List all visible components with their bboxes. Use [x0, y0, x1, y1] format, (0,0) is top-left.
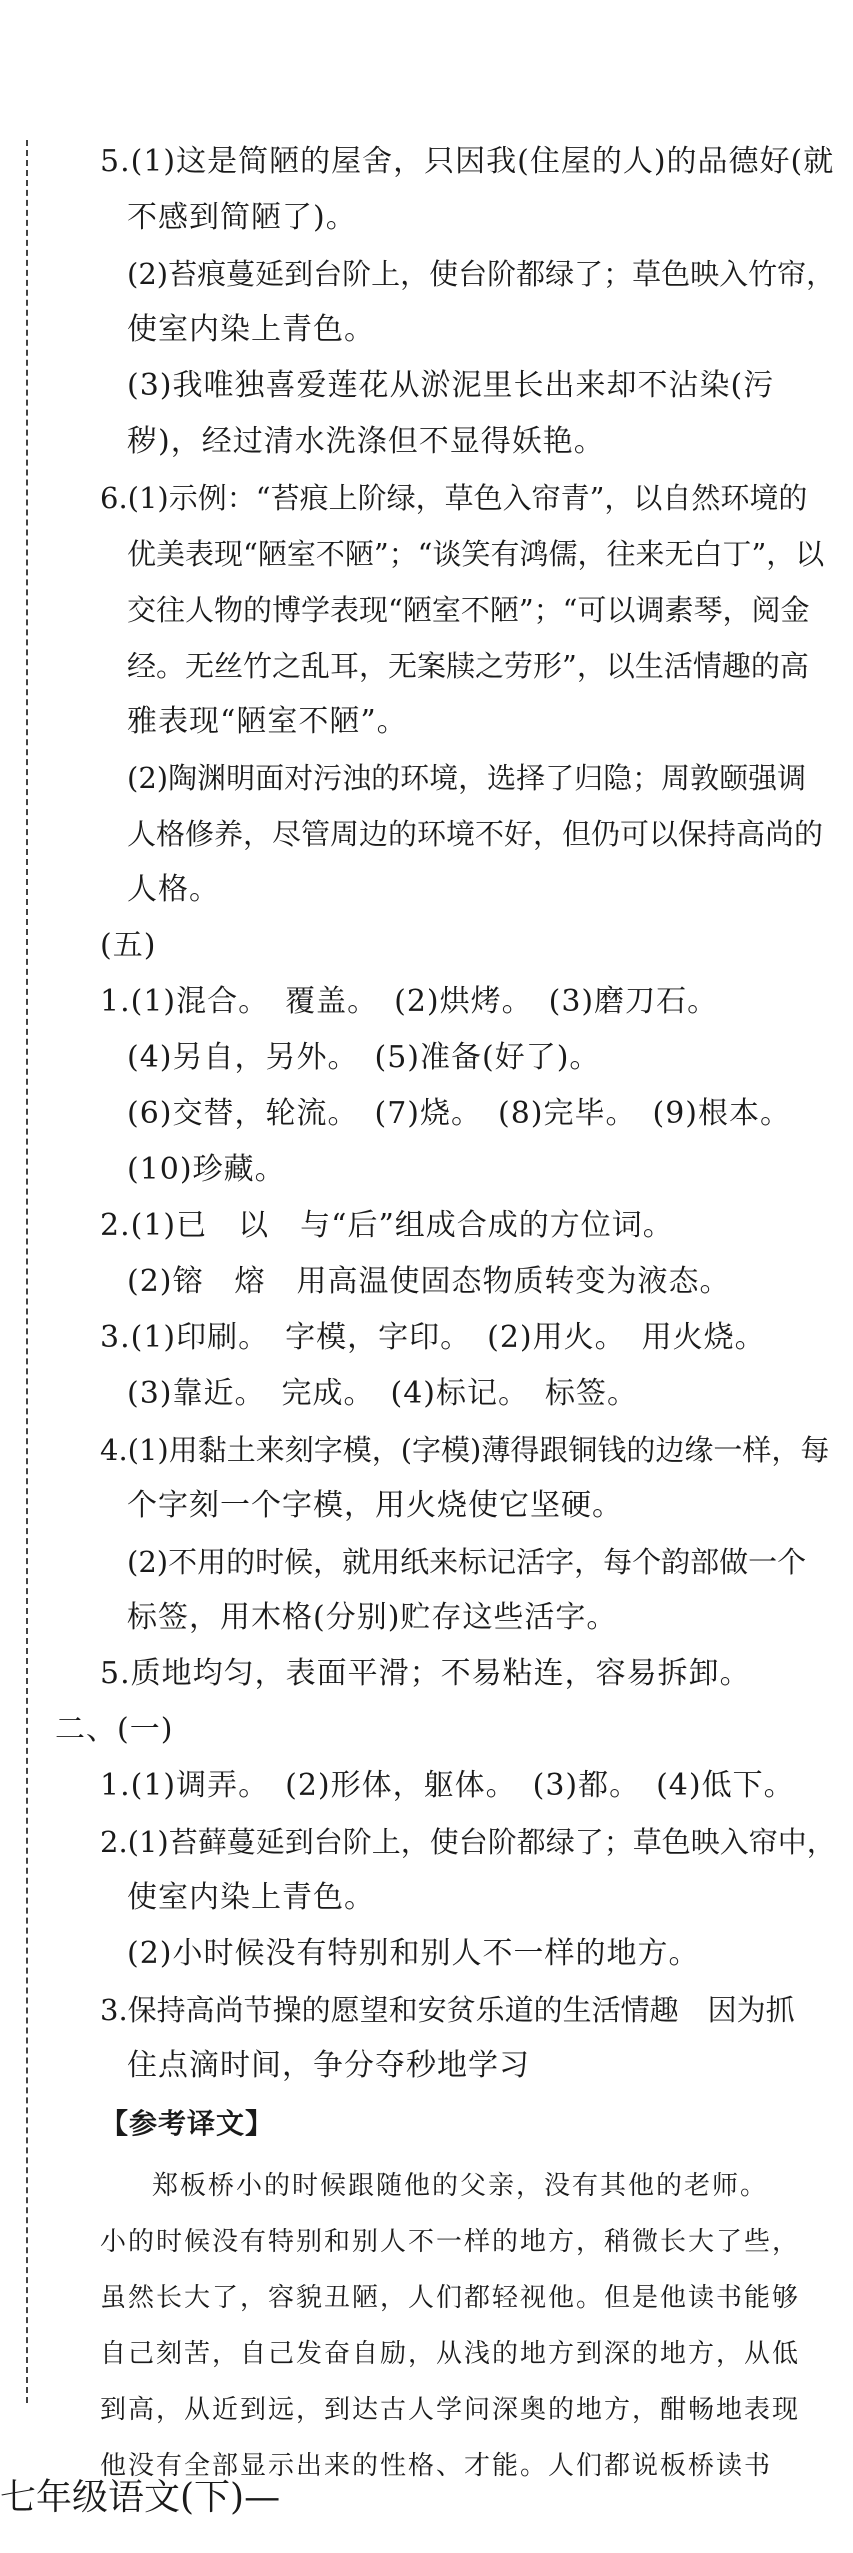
- text-line: 3.(1)印刷。 字模，字印。 (2)用火。 用火烧。: [100, 1320, 766, 1355]
- text-line: (10)珍藏。: [127, 1152, 286, 1187]
- text-line: 2.(1)苔藓蔓延到台阶上，使台阶都绿了；草色映入帘中，: [100, 1825, 836, 1859]
- section-heading: 二、(一): [55, 1712, 174, 1747]
- binding-dashed-rule: [26, 140, 28, 2403]
- text-line: 使室内染上青色。: [127, 312, 375, 347]
- text-line: 1.(1)调弄。 (2)形体，躯体。 (3)都。 (4)低下。: [100, 1768, 795, 1803]
- text-line: 5.(1)这是简陋的屋舍，只因我(住屋的人)的品德好(就: [100, 144, 835, 179]
- text-line: 人格。: [127, 872, 220, 907]
- text-line: 4.(1)用黏土来刻字模，(字模)薄得跟铜钱的边缘一样，每: [100, 1433, 830, 1467]
- text-line: 个字刻一个字模，用火烧使它坚硬。: [127, 1488, 623, 1523]
- translation-line: 到高，从近到远，到达古人学问深奥的地方，酣畅地表现: [100, 2395, 801, 2425]
- text-line: 2.(1)已 以 与“后”组成合成的方位词。: [100, 1208, 674, 1243]
- text-line: 雅表现“陋室不陋”。: [127, 704, 408, 739]
- text-line: 使室内染上青色。: [127, 1880, 375, 1915]
- text-line: (3)我唯独喜爱莲花从淤泥里长出来却不沾染(污: [127, 368, 775, 403]
- page-footer: 七年级语文(下)—: [0, 2477, 281, 2518]
- text-line: 1.(1)混合。 覆盖。 (2)烘烤。 (3)磨刀石。: [100, 984, 719, 1019]
- translation-line: 他没有全部显示出来的性格、才能。人们都说板桥读书: [100, 2451, 773, 2481]
- section-heading: (五): [100, 928, 157, 963]
- text-line: (2)陶渊明面对污浊的环境，选择了归隐；周敦颐强调: [127, 761, 807, 795]
- text-line: (4)另自，另外。 (5)准备(好了)。: [127, 1040, 601, 1075]
- text-line: 经。无丝竹之乱耳，无案牍之劳形”，以生活情趣的高: [127, 649, 809, 683]
- text-line: 优美表现“陋室不陋”；“谈笑有鸿儒，往来无白丁”，以: [127, 537, 825, 571]
- text-line: 标签，用木格(分别)贮存这些活字。: [127, 1600, 618, 1635]
- text-line: 秽)，经过清水洗涤但不显得妖艳。: [127, 424, 605, 459]
- text-line: 5.质地均匀，表面平滑；不易粘连，容易拆卸。: [100, 1656, 751, 1691]
- text-line: (2)镕 熔 用高温使固态物质转变为液态。: [127, 1264, 731, 1299]
- text-line: (6)交替，轮流。 (7)烧。 (8)完毕。 (9)根本。: [127, 1096, 791, 1131]
- text-line: (2)小时候没有特别和别人不一样的地方。: [127, 1936, 700, 1971]
- translation-line: 郑板桥小的时候跟随他的父亲，没有其他的老师。: [152, 2171, 769, 2201]
- translation-line: 小的时候没有特别和别人不一样的地方，稍微长大了些，: [100, 2227, 801, 2257]
- text-line: 交往人物的博学表现“陋室不陋”；“可以调素琴，阅金: [127, 593, 810, 627]
- reference-translation-heading: 【参考译文】: [100, 2107, 275, 2140]
- text-line: (2)不用的时候，就用纸来标记活字，每个韵部做一个: [127, 1545, 807, 1579]
- translation-line: 虽然长大了，容貌丑陋，人们都轻视他。但是他读书能够: [100, 2283, 801, 2313]
- text-line: 不感到简陋了)。: [127, 200, 357, 235]
- text-line: (3)靠近。 完成。 (4)标记。 标签。: [127, 1376, 638, 1411]
- translation-line: 自己刻苦，自己发奋自励，从浅的地方到深的地方，从低: [100, 2339, 801, 2369]
- text-line: 6.(1)示例：“苔痕上阶绿，草色入帘青”，以自然环境的: [100, 481, 808, 515]
- text-line: (2)苔痕蔓延到台阶上，使台阶都绿了；草色映入竹帘，: [127, 257, 836, 291]
- text-line: 人格修养，尽管周边的环境不好，但仍可以保持高尚的: [127, 817, 824, 851]
- text-line: 3.保持高尚节操的愿望和安贫乐道的生活情趣 因为抓: [100, 1993, 795, 2027]
- text-line: 住点滴时间，争分夺秒地学习: [127, 2048, 530, 2083]
